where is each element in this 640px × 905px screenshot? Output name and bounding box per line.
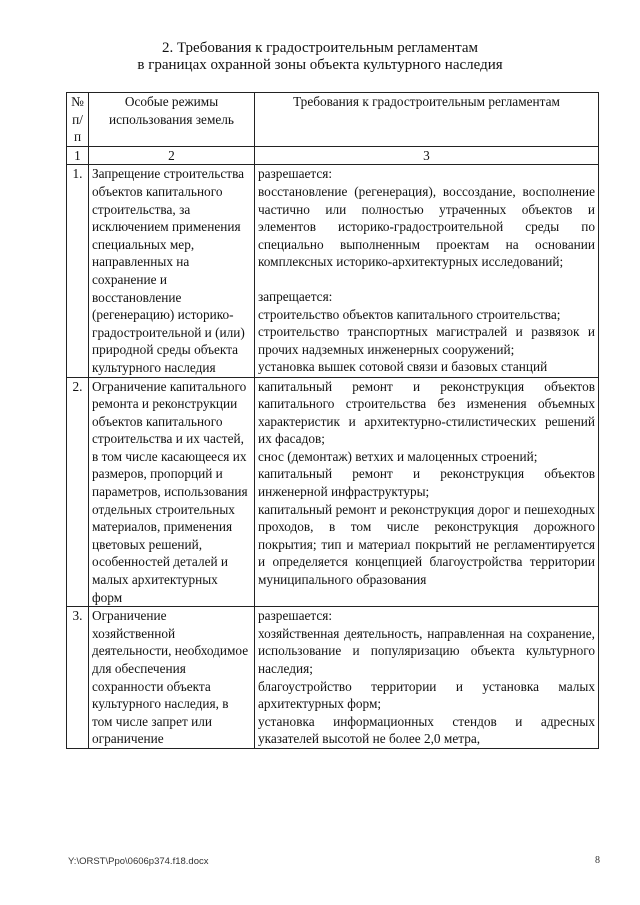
req-line: разрешается:: [258, 608, 333, 624]
req-line: снос (демонтаж) ветхих и малоценных строений;: [258, 448, 538, 464]
footer-file-path: Y:\ORST\Ppo\0606p374.f18.docx: [68, 856, 209, 867]
index-cell-1: 1: [67, 146, 89, 165]
heading-line-2: в границах охранной зоны объекта культурного наследия: [137, 57, 503, 73]
row-regime: Запрещение строительства объектов капитального строительства, за исключением применения специальных мер, направленных на сохранение и восстановление (регенерацию) историко-градостроительной и (или) природной среды объекта культурного наследия: [89, 165, 255, 377]
row-regime: Ограничение хозяйственной деятельности, необходимое для обеспечения сохранности объекта культурного наследия, в том числе запрет или ограничение: [89, 607, 255, 749]
req-line: установка вышек сотовой связи и базовых станций: [258, 359, 548, 375]
section-heading: [0, 40, 640, 74]
req-line: восстановление (регенерация), воссоздание, восполнение частично или полностью утраченных объектов и элементов историко-градостроительной среды по специально выполненным проектам на основании комплексных историко-архитектурных исследований;: [258, 183, 595, 270]
req-line: капитальный ремонт и реконструкция дорог и пешеходных проходов, в том числе реконструкция дорожного покрытия; тип и материал покрытий не регламентируется и определяется концепцией благоустройства территории муниципального образования: [258, 501, 595, 588]
req-line: запрещается:: [258, 288, 333, 304]
row-regime: Ограничение капитального ремонта и реконструкции объектов капитального строительства и их частей, в том числе касающееся их размеров, пропорций и параметров, использования отдельных строительных материалов, применения цветовых решений, особенностей деталей и малых архитектурных форм: [89, 377, 255, 607]
req-line: строительство объектов капитального строительства;: [258, 306, 561, 322]
table-row: [67, 607, 599, 749]
index-cell-3: 3: [255, 146, 599, 165]
row-requirements: [255, 165, 599, 377]
table-row: [67, 377, 599, 607]
footer-page-number: 8: [595, 855, 600, 866]
header-number: № п/п: [67, 93, 89, 147]
header-requirements: Требования к градостроительным регламентам: [255, 93, 599, 147]
heading-line-1: 2. Требования к градостроительным регламентам: [161, 40, 479, 56]
regulations-table: [66, 92, 599, 749]
req-line: установка информационных стендов и адресных указателей высотой не более 2,0 метра,: [258, 713, 595, 747]
row-number: 2.: [67, 377, 89, 607]
req-spacer: [258, 271, 595, 288]
row-number: 3.: [67, 607, 89, 749]
req-line: хозяйственная деятельность, направленная на сохранение, использование и популяризацию объекта культурного наследия;: [258, 625, 595, 676]
req-line: строительство транспортных магистралей и развязок и прочих надземных инженерных сооружений;: [258, 324, 595, 357]
req-line: капитальный ремонт и реконструкция объектов капитального строительства без изменения объемных характеристик и архитектурно-стилистических решений их фасадов;: [258, 378, 595, 447]
req-line: разрешается:: [258, 166, 333, 182]
row-requirements: [255, 377, 599, 607]
header-regime: Особые режимы использования земель: [89, 93, 255, 147]
table-index-row: [67, 146, 599, 165]
index-cell-2: 2: [89, 146, 255, 165]
row-requirements: [255, 607, 599, 749]
table-header-row: [67, 93, 599, 147]
req-line: благоустройство территории и установка малых архитектурных форм;: [258, 678, 595, 712]
req-line: капитальный ремонт и реконструкция объектов инженерной инфраструктуры;: [258, 466, 595, 500]
row-number: 1.: [67, 165, 89, 377]
table-row: [67, 165, 599, 377]
